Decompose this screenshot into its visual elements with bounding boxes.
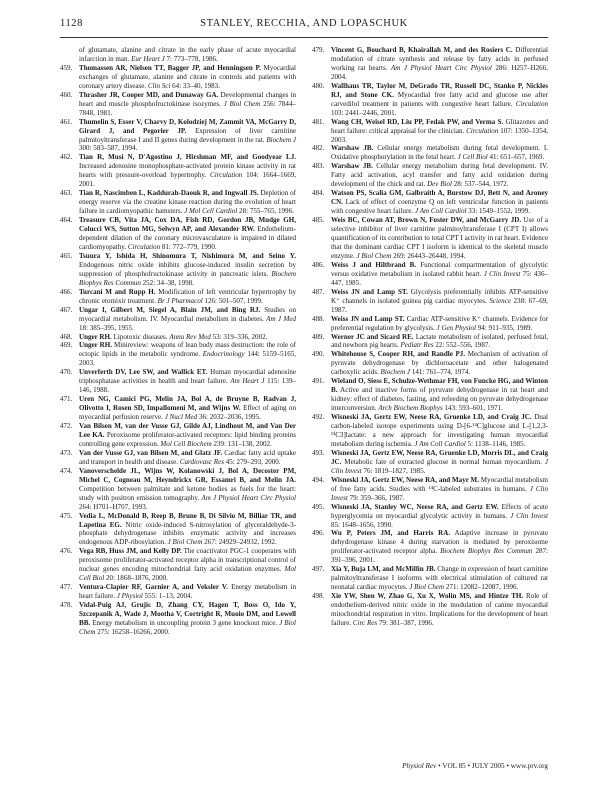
reference-title: Myocardial metabolism of free fatty acids. Studies with ¹⁴C-labeled substrates in humans. bbox=[331, 475, 548, 493]
reference-authors: Wieland O, Siess E, Schulze-Wethmar FH, von Funcke HG, and Winton B. bbox=[331, 377, 548, 395]
reference-journal: J Clin Invest bbox=[483, 269, 521, 278]
reference-citation: 94: 911–935, 1989. bbox=[477, 323, 533, 332]
reference-citation: 104: 1664–1669, 2001. bbox=[79, 171, 297, 189]
reference-entry bbox=[312, 144, 548, 162]
reference-citation: 81: 772–779, 1990. bbox=[161, 242, 217, 251]
reference-entry bbox=[60, 118, 296, 154]
reference-entry bbox=[312, 82, 548, 118]
reference-title: Studies on myocardial metabolism. IV. Myocardial metabolism in diabetes. bbox=[79, 305, 296, 323]
reference-citation: 5: 1138–1146, 1985. bbox=[467, 439, 526, 448]
reference-journal: J Biol Chem bbox=[356, 251, 392, 260]
reference-authors: Vidal-Puig AJ, Grujic D, Zhang CY, Hagen T, Boss O, Ido Y, Szczepanik A, Wade J, Mootha V, Cortright R, Muoio DM, and Lowell BB. bbox=[79, 601, 296, 627]
reference-number: 466. bbox=[60, 287, 73, 296]
reference-entry bbox=[312, 529, 548, 565]
reference-authors: Weis BC, Cowan AT, Brown N, Foster DW, and McGarry JD. bbox=[331, 216, 522, 225]
reference-citation: 28: 537–544, 1972. bbox=[453, 180, 509, 189]
reference-number: 485. bbox=[312, 216, 325, 225]
reference-journal: Pediatr Res bbox=[400, 341, 434, 350]
reference-authors: Weiss JN and Lamp ST. bbox=[331, 287, 408, 296]
reference-journal: Circulation bbox=[515, 99, 548, 108]
reference-entry bbox=[60, 449, 296, 467]
reference-number: 498. bbox=[312, 592, 325, 601]
reference-number: 488. bbox=[312, 314, 325, 323]
reference-number: 472. bbox=[60, 422, 73, 431]
reference-authors: Wisneski JA, Stanley WC, Neese RA, and Gertz EW. bbox=[331, 502, 499, 511]
reference-entry bbox=[312, 118, 548, 145]
reference-journal: Clin Sci bbox=[147, 81, 171, 90]
reference-number: 487. bbox=[312, 287, 325, 296]
reference-citation: 144: 5159–5165, 2003. bbox=[79, 350, 297, 368]
reference-citation: 555: 1–13, 2004. bbox=[144, 592, 193, 601]
reference-citation: 7: 773–778, 1986. bbox=[166, 54, 218, 63]
reference-number: 464. bbox=[60, 216, 73, 225]
reference-number: 484. bbox=[312, 189, 325, 198]
reference-title: Human myocardial adenosine triphosphatase activities in health and heart failure. bbox=[79, 368, 296, 386]
reference-title: Energy metabolism in uncoupling protein 3 gene knockout mice. bbox=[92, 619, 278, 627]
reference-journal: Br J Pharmacol bbox=[157, 296, 203, 305]
reference-authors: Warshaw JB. bbox=[331, 144, 374, 153]
reference-authors: Vedia L, McDonald B, Reep B, Brune B, Di Silvio M, Billiar TR, and Lapetina EG. bbox=[79, 511, 296, 529]
reference-citation: 271: 12082–12087, 1996. bbox=[445, 583, 519, 592]
reference-number: 471. bbox=[60, 395, 73, 404]
running-header bbox=[60, 18, 548, 32]
reference-number: 462. bbox=[60, 153, 73, 162]
reference-entry bbox=[60, 601, 296, 637]
reference-title: Metabolic fate of extracted glucose in normal human myocardium. bbox=[344, 457, 542, 466]
reference-journal: Eur Heart J bbox=[131, 54, 165, 63]
reference-citation: 238: 67–69, 1987. bbox=[331, 296, 549, 314]
reference-authors: Watson PS, Scalia GM, Galbraith A, Burstow DJ, Bett N, and Aroney CN. bbox=[331, 189, 548, 207]
reference-citation: 20: 1868–1876, 2000. bbox=[106, 574, 168, 583]
reference-journal: J Biol Chem bbox=[409, 583, 445, 592]
reference-entry bbox=[60, 583, 296, 601]
reference-number: 460. bbox=[60, 90, 73, 99]
reference-number: 459. bbox=[60, 63, 73, 72]
reference-authors: Werner JC and Sicard RE. bbox=[331, 332, 414, 341]
reference-journal: J Clin Invest bbox=[331, 457, 548, 475]
reference-citation: 141: 761–774, 1974. bbox=[411, 368, 471, 377]
reference-entry bbox=[60, 153, 296, 189]
reference-authors: Weiss J and Hiltbrand B. bbox=[331, 260, 417, 269]
reference-title: Energy metabolism in heart failure. bbox=[79, 583, 297, 601]
reference-citation: 143: 593–601, 1971. bbox=[444, 404, 503, 413]
reference-entry bbox=[312, 476, 548, 503]
reference-entry bbox=[312, 592, 548, 628]
reference-title: Lipotoxic diseases. bbox=[113, 332, 168, 341]
reference-citation: 75: 436–447, 1985. bbox=[331, 269, 548, 287]
reference-number: 476. bbox=[60, 547, 73, 556]
reference-authors: Warshaw JB. bbox=[331, 162, 373, 171]
reference-journal: Circulation bbox=[210, 171, 243, 180]
reference-citation: 64: 33–40, 1983. bbox=[172, 81, 220, 90]
reference-entry bbox=[312, 413, 548, 449]
reference-authors: Thrasher JR, Cooper MD, and Dunaway GA. bbox=[79, 90, 219, 99]
reference-citation: 103: 2441–2446, 2001. bbox=[331, 108, 397, 117]
reference-entry bbox=[312, 565, 548, 592]
reference-authors: Thumelin S, Esser V, Charvy D, Kolodziej M, Zammit VA, McGarry D, Girard J, and Pegorier JP. bbox=[79, 117, 296, 135]
reference-entry bbox=[312, 333, 548, 351]
reference-entry bbox=[60, 64, 296, 91]
reference-number: 480. bbox=[312, 81, 325, 90]
reference-title: Expression of liver carnitine palmitoyltransferase I and II genes during development in the rat. bbox=[79, 126, 296, 144]
reference-authors: Van Bilsen M, van der Vusse GJ, Gilde AJ, Lindhout M, and Van Der Lee KA. bbox=[79, 422, 296, 439]
reference-title: Use of a selective inhibitor of liver carnitine palmitoyltransferase I (CPT I) allows quantification of its contribution to total CPT I activity in rat heart. Evidence that the dominant cardiac CPT I isoform is identical to the skeletal muscle enzyme. bbox=[331, 216, 549, 260]
reference-entry bbox=[60, 306, 296, 333]
reference-journal: J Nucl Med bbox=[164, 413, 198, 422]
reference-journal: Circulation bbox=[466, 126, 499, 135]
reference-citation: 239: 131–138, 2002. bbox=[213, 439, 272, 448]
reference-number: 473. bbox=[60, 448, 73, 457]
reference-number: 481. bbox=[312, 117, 325, 126]
reference-citation: 41: 651–657, 1969. bbox=[489, 153, 545, 162]
reference-citation: 286: H257–H266, 2004. bbox=[331, 63, 548, 81]
reference-journal: J Clin Invest bbox=[510, 511, 548, 520]
reference-number: 477. bbox=[60, 583, 73, 592]
reference-journal: J Clin Invest bbox=[331, 484, 549, 502]
reference-column-right bbox=[312, 46, 548, 628]
reference-entry bbox=[312, 350, 548, 377]
reference-number: 497. bbox=[312, 565, 325, 574]
reference-entry bbox=[60, 395, 296, 422]
reference-title: Lack of effect of coenzyme Q on left ventricular function in patients with congestive heart failure. bbox=[331, 198, 548, 216]
reference-authors: Uren NG, Camici PG, Melin JA, Bol A, de Bruyne B, Radvan J, Olivotto I, Rosen SD, Impallomeni M, and Wijns W. bbox=[79, 395, 296, 413]
reference-title: of glutamate, alanine and citrate in the early phase of acute myocardial infarction in man. bbox=[79, 46, 296, 63]
reference-title: Active and inactive forms of pyruvate dehydrogenase in rat heart and kidney: effect of diabetes, fasting, and refeeding on pyruvate dehydrogenase interconversion. bbox=[331, 386, 549, 413]
reference-title: Glycolysis preferentially inhibits ATP-sensitive K⁺ channels in isolated guinea pig cardiac myocytes. bbox=[331, 287, 549, 305]
reference-title: Myocardial free fatty acid and glucose use after carvedilol treatment in patients with congestive heart failure. bbox=[331, 90, 548, 108]
reference-authors: Xie YW, Shen W, Zhao G, Xu X, Wolin MS, and Hintze TH. bbox=[331, 592, 524, 601]
page-number: 1128 bbox=[60, 18, 84, 29]
reference-journal: J Gen Physiol bbox=[436, 323, 477, 332]
reference-number: 486. bbox=[312, 260, 325, 269]
reference-journal: Am J Med bbox=[266, 314, 296, 323]
reference-authors: Wisneski JA, Gertz EW, Neese RA, Gruenke LD, and Craig JC. bbox=[331, 413, 532, 422]
reference-number: 492. bbox=[312, 413, 325, 422]
reference-citation: 45: 279–293, 2000. bbox=[225, 457, 281, 466]
reference-journal: J Cell Biol bbox=[457, 153, 488, 162]
reference-journal: Biochem Biophys Res Commun bbox=[440, 547, 533, 556]
reference-authors: Tsuura Y, Ishida H, Shinomura T, Nishimura M, and Seino Y. bbox=[79, 251, 296, 260]
reference-authors: Tian R, Nascimben L, Kaddurah-Daouk R, and Ingwall JS. bbox=[79, 189, 259, 198]
reference-title: Role of endothelium-derived nitric oxide in the modulation of canine myocardial mitochondrial respiration in vitro. Implications for the development of heart failure. bbox=[331, 592, 548, 627]
reference-journal: Endocrinology bbox=[202, 350, 245, 359]
reference-journal: Dev Biol bbox=[427, 180, 452, 189]
reference-title: Glitazones and heart failure: critical appraisal for the clinician. bbox=[331, 117, 548, 135]
reference-title: Dual carbon-labeled isotope experiments using D-[6-¹⁴C]glucose and L-[1,2,3-¹³C3]lactate: a new approach for investigating human myocardial metabolism during ischemia. bbox=[331, 413, 549, 448]
reference-number: 475. bbox=[60, 511, 73, 520]
reference-entry bbox=[60, 216, 296, 252]
reference-citation: 28: 755–765, 1996. bbox=[239, 207, 294, 216]
reference-citation: 79: 381–387, 1996. bbox=[378, 619, 434, 627]
reference-number: 478. bbox=[60, 601, 73, 610]
reference-number: 467. bbox=[60, 305, 73, 314]
header-rule bbox=[60, 37, 548, 38]
reference-journal: Science bbox=[489, 296, 511, 305]
reference-number: 494. bbox=[312, 475, 325, 484]
reference-citation: 115: 139–146, 1988. bbox=[79, 377, 297, 395]
reference-title: The coactivator PGC-1 cooperates with peroxisome proliferator-activated receptor alpha in transcriptional control of nuclear genes encoding mitochondrial fatty acid oxidation enzymes. bbox=[79, 547, 296, 574]
reference-entry bbox=[60, 467, 296, 512]
reference-authors: Thomassen AR, Nielsen TT, Bagger JP, and Henningsen P. bbox=[79, 63, 261, 72]
reference-citation: 53: 319–336, 2002. bbox=[212, 332, 268, 341]
reference-authors: Wisneski JA, Gertz EW, Neese RA, Gruenke LD, Morris DL, and Craig JC. bbox=[331, 448, 548, 466]
reference-number: 493. bbox=[312, 448, 325, 457]
reference-authors: Xia Y, Buja LM, and McMillin JB. bbox=[331, 565, 436, 574]
reference-citation: 85: 1648–1656, 1990. bbox=[331, 520, 393, 529]
reference-column-left bbox=[60, 46, 296, 637]
reference-title: Peroxisome proliferator-activated receptors: lipid binding proteins controlling gene expression. bbox=[79, 430, 296, 448]
reference-journal: J Biol Chem bbox=[223, 99, 261, 108]
reference-citation: 76: 1819–1827, 1985. bbox=[363, 466, 426, 475]
reference-entry bbox=[60, 547, 296, 583]
reference-journal: J Mol Cell Cardiol bbox=[184, 207, 238, 216]
reference-entry bbox=[60, 368, 296, 395]
reference-entry bbox=[312, 503, 548, 530]
reference-citation: 300: 583–587, 1994. bbox=[79, 144, 138, 153]
reference-title: Cardiac ATP-sensitive K⁺ channels. Evidence for preferential regulation by glycolysis. bbox=[331, 314, 549, 332]
reference-entry bbox=[60, 288, 296, 306]
reference-journal: J Am Coll Cardiol bbox=[414, 439, 466, 448]
reference-entry bbox=[312, 162, 548, 189]
reference-authors: Whitehouse S, Cooper RH, and Randle PJ. bbox=[331, 350, 466, 359]
reference-title: Cellular energy metabolism during fetal development. IV. Fatty acid activation, acyl transfer and fatty acid oxidation during development of the chick and rat. bbox=[331, 162, 548, 189]
reference-number: 470. bbox=[60, 368, 73, 377]
reference-authors: Vega RB, Huss JM, and Kelly DP. bbox=[79, 547, 182, 556]
reference-title: Cellular energy metabolism during fetal development. I. Oxidative phosphorylation in the fetal heart. bbox=[331, 144, 548, 162]
reference-entry bbox=[60, 46, 296, 64]
reference-number: 479. bbox=[312, 46, 325, 54]
reference-journal: J Physiol bbox=[116, 592, 143, 601]
reference-journal: Am J Physiol Heart Circ Physiol bbox=[390, 63, 492, 72]
reference-entry bbox=[312, 216, 548, 261]
reference-title: Increased adenosine monophosphate-activated protein kinase activity in rat hearts with pressure-overload hypertrophy. bbox=[79, 162, 296, 180]
footer-details: • VOL 85 • JULY 2005 • www.prv.org bbox=[438, 762, 548, 770]
reference-authors: Wisneski JA, Gertz EW, Neese RA, and Mayr M. bbox=[331, 475, 479, 484]
reference-journal: Cardiovasc Res bbox=[179, 457, 224, 466]
reference-title: Minireview: weapons of lean body mass destruction: the role of ectopic lipids in the metabolic syndrome. bbox=[79, 341, 296, 359]
reference-number: 482. bbox=[312, 144, 325, 153]
reference-number: 469. bbox=[60, 341, 73, 350]
reference-journal: Circ Res bbox=[352, 619, 378, 627]
reference-citation: 252: 34–38, 1998. bbox=[142, 278, 194, 287]
reference-journal: J Am Coll Cardiol bbox=[414, 207, 467, 216]
reference-entry bbox=[60, 512, 296, 548]
reference-authors: Treasure CB, Vita JA, Cox DA, Fish RD, Gordon JB, Mudge GH, Colucci WS, Sutton MG, Selwyn AP, and Alexander RW. bbox=[79, 216, 296, 234]
reference-title: Endothelium-dependent dilation of the coronary microvasculature is impaired in dilated cardiomyopathy. bbox=[79, 225, 297, 251]
reference-entry bbox=[312, 261, 548, 288]
reference-title: Modification of left ventricular hypertrophy by chronic etomixir treatment. bbox=[79, 287, 296, 305]
reference-title: Mechanism of activation of pyruvate dehydrogenase by dichloroacetate and other halogenated carboxylic acids. bbox=[331, 350, 548, 377]
reference-entry bbox=[60, 333, 296, 342]
reference-citation: 269: 26443–26448, 1994. bbox=[393, 251, 466, 260]
reference-title: Myocardial exchanges of glutamate, alanine and citrate in controls and patients with coronary artery disease. bbox=[79, 63, 297, 90]
reference-authors: Tian R, Musi N, D'Agostino J, Hirshman MF, and Goodyear LJ. bbox=[79, 153, 296, 162]
reference-title: Effect of aging on myocardial perfusion reserve. bbox=[79, 404, 296, 422]
reference-title: Nitric oxide-induced S-nitrosylation of glyceraldehyde-3-phosphate dehydrogenase inhibits enzymatic activity and increases endogenous ADP-ribosylation. bbox=[79, 520, 296, 547]
reference-authors: Ungar I, Gilbert M, Siegel A, Blain JM, and Bing RJ. bbox=[79, 305, 261, 314]
reference-authors: Wang CH, Weisel RD, Liu PP, Fedak PW, and Verma S. bbox=[331, 117, 504, 126]
reference-citation: 264: H701–H707, 1993. bbox=[79, 502, 148, 511]
reference-authors: Vincent G, Bouchard B, Khairallah M, and des Rosiers C. bbox=[331, 46, 513, 54]
reference-title: Developmental changes in heart and muscle phosphofructokinase isozymes. bbox=[79, 90, 296, 108]
reference-title: Endogenous nitric oxide inhibits glucose-induced insulin secretion by suppression of phosphofructokinase activity in pancreatic islets. bbox=[79, 260, 296, 278]
reference-entry bbox=[312, 288, 548, 315]
reference-title: Lactate metabolism of isolated, perfused fetal, and newborn pig hearts. bbox=[331, 332, 549, 350]
reference-journal: Annu Rev Med bbox=[169, 332, 211, 341]
reference-title: Cardiac fatty acid uptake and transport in health and disease. bbox=[79, 448, 296, 466]
reference-authors: Van der Vusse GJ, van Bilsen M, and Glatz JF. bbox=[79, 448, 223, 457]
reference-entry bbox=[312, 46, 548, 82]
reference-journal: Mol Cell Biol bbox=[79, 565, 296, 583]
reference-title: Change in expression of heart carnitine palmitoyltransferase I isoforms with electrical stimulation of cultured rat neonatal cardiac myocytes. bbox=[331, 565, 549, 592]
reference-authors: Turcani M and Rupp H. bbox=[79, 287, 156, 296]
page-footer bbox=[60, 762, 548, 770]
reference-entry bbox=[60, 252, 296, 288]
reference-number: 491. bbox=[312, 377, 325, 386]
reference-citation: 287: 391–396, 2001. bbox=[331, 547, 548, 565]
reference-entry bbox=[312, 315, 548, 333]
reference-authors: Unverferth DV, Lee SW, and Wallick ET. bbox=[79, 368, 208, 377]
reference-citation: 267: 24929–24932, 1992. bbox=[204, 538, 277, 547]
reference-title: Effects of acute hyperglycemia on myocardial glycolytic activity in humans. bbox=[331, 502, 548, 520]
reference-entry bbox=[312, 449, 548, 476]
reference-journal: Biochem J bbox=[380, 368, 411, 377]
reference-citation: 79: 359–366, 1987. bbox=[349, 493, 405, 502]
running-title: STANLEY, RECCHIA, AND LOPASCHUK bbox=[200, 18, 408, 29]
reference-journal: J Biol Chem bbox=[167, 538, 203, 547]
reference-number: 489. bbox=[312, 332, 325, 341]
reference-authors: Unger RH. bbox=[79, 341, 112, 350]
reference-journal: Am J Physiol Heart Circ Physiol bbox=[201, 493, 296, 502]
reference-journal: Arch Biochem Biophys bbox=[378, 404, 443, 413]
footer-journal: Physiol Rev bbox=[402, 762, 437, 770]
reference-citation: 275: 16258–16266, 2000. bbox=[97, 627, 170, 636]
reference-authors: Wu P, Peters JM, and Harris RA. bbox=[331, 529, 451, 538]
reference-entry bbox=[60, 341, 296, 368]
reference-title: Competition between palmitate and ketone bodies as fuels for the heart: study with positron emission tomography. bbox=[79, 484, 296, 502]
reference-number: 490. bbox=[312, 350, 325, 359]
reference-title: Functional compartmentation of glycolytic versus oxidative metabolism in isolated rabbit heart. bbox=[331, 260, 549, 278]
reference-entry bbox=[312, 189, 548, 216]
reference-citation: 22: 552–556, 1987. bbox=[435, 341, 491, 350]
reference-number: 474. bbox=[60, 466, 73, 475]
reference-journal: Circulation bbox=[127, 242, 161, 251]
reference-authors: Wallhaus TR, Taylor M, DeGrado TR, Russell DC, Stanko P, Nickles RJ, and Stone CK. bbox=[331, 81, 548, 99]
reference-number: 496. bbox=[312, 529, 325, 538]
reference-title: Differential modulation of citrate synthesis and release by fatty acids in perfused working rat hearts. bbox=[331, 46, 548, 72]
reference-number: 483. bbox=[312, 162, 325, 171]
reference-journal: Am Heart J bbox=[230, 377, 265, 386]
reference-journal: Biochem Biophys Res Commun bbox=[79, 269, 296, 287]
reference-citation: 33: 1549–1552, 1999. bbox=[468, 207, 531, 216]
reference-entry bbox=[312, 377, 548, 413]
reference-citation: 107: 1350–1354, 2003. bbox=[331, 126, 549, 144]
reference-authors: Vanoverschelde JL, Wijns W, Kolanowski J, Bol A, Decoster PM, Michel C, Cogneau M, Heyndrickx GR, Essamri B, and Melin JA. bbox=[79, 466, 296, 484]
reference-entry bbox=[60, 91, 296, 118]
reference-title: Depletion of energy reserve via the creatine kinase reaction during the evolution of heart failure in cardiomyopathic hamsters. bbox=[79, 189, 296, 216]
reference-number: 495. bbox=[312, 502, 325, 511]
reference-number: 463. bbox=[60, 189, 73, 198]
reference-authors: Weiss JN and Lamp ST. bbox=[331, 314, 405, 323]
reference-authors: Unger RH. bbox=[79, 332, 112, 341]
reference-entry bbox=[60, 422, 296, 449]
reference-journal: J Biol Chem bbox=[79, 619, 297, 636]
reference-journal: Biochem J bbox=[266, 135, 297, 144]
reference-journal: Mol Cell Biochem bbox=[160, 439, 212, 448]
reference-citation: 126: 501–507, 1999. bbox=[204, 296, 263, 305]
reference-number: 461. bbox=[60, 117, 73, 126]
reference-citation: 36: 2032–2036, 1995. bbox=[198, 413, 261, 422]
reference-citation: 256: 7844–7848, 1981. bbox=[79, 99, 296, 117]
reference-citation: 18: 385–395, 1955. bbox=[79, 323, 134, 332]
reference-number: 465. bbox=[60, 251, 73, 260]
reference-authors: Ventura-Clapier RF, Garnier A, and Veksler V. bbox=[79, 583, 228, 592]
reference-entry bbox=[60, 189, 296, 216]
reference-title: Adaptive increase in pyruvate dehydrogenase kinase 4 during starvation is mediated by peroxisome proliferator-activated receptor alpha. bbox=[331, 529, 548, 556]
reference-number: 468. bbox=[60, 332, 73, 341]
